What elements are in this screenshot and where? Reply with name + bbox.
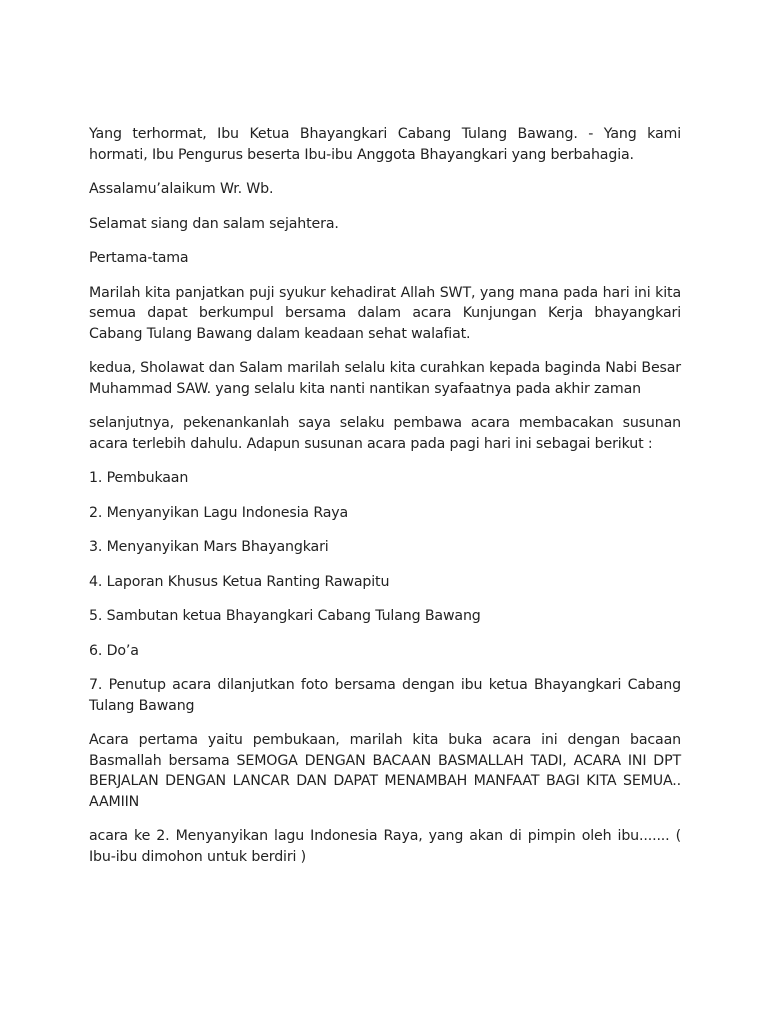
marilah-paragraph: Marilah kita panjatkan puji syukur kehadirat Allah SWT, yang mana pada hari ini kita semua dapat berkumpul bersama dalam acara Kunjungan Kerja bhayangkari Cabang Tulang Bawang dalam keadaan sehat walafiat. xyxy=(89,284,681,342)
program-item: 3. Menyanyikan Mars Bhayangkari xyxy=(89,539,329,555)
acara-ke2-paragraph: acara ke 2. Menyanyikan lagu Indonesia Raya, yang akan di pimpin oleh ibu....... ( Ibu-ibu dimohon untuk berdiri ) xyxy=(89,828,681,865)
greeting-paragraph: Yang terhormat, Ibu Ketua Bhayangkari Cabang Tulang Bawang. - Yang kami hormati, Ibu Pengurus beserta Ibu-ibu Anggota Bhayangkari yang berbahagia. xyxy=(89,126,681,163)
selanjutnya-paragraph: selanjutnya, pekenankanlah saya selaku pembawa acara membacakan susunan acara terlebih dahulu. Adapun susunan acara pada pagi hari ini sebagai berikut : xyxy=(89,415,681,452)
acara-pertama-paragraph: Acara pertama yaitu pembukaan, marilah kita buka acara ini dengan bacaan Basmallah bersama SEMOGA DENGAN BACAAN BASMALLAH TADI, ACARA INI DPT BERJALAN DENGAN LANCAR DAN DAPAT MENAMBAH MANFAAT BAGI KITA SEMUA.. AAMIIN xyxy=(89,732,681,810)
program-item: 5. Sambutan ketua Bhayangkari Cabang Tulang Bawang xyxy=(89,608,481,624)
program-item: 6. Do’a xyxy=(89,642,139,659)
program-item: 1. Pembukaan xyxy=(89,470,189,486)
program-item: 2. Menyanyikan Lagu Indonesia Raya xyxy=(89,504,349,521)
program-item: 4. Laporan Khusus Ketua Ranting Rawapitu xyxy=(89,573,390,590)
program-list xyxy=(89,468,681,716)
pertama-line: Pertama-tama xyxy=(89,250,189,266)
salam-line: Assalamu’alaikum Wr. Wb. xyxy=(89,181,274,197)
selamat-line: Selamat siang dan salam sejahtera. xyxy=(89,215,339,232)
kedua-paragraph: kedua, Sholawat dan Salam marilah selalu kita curahkan kepada baginda Nabi Besar Muhammad SAW. yang selalu kita nanti nantikan syafaatnya pada akhir zaman xyxy=(89,360,681,397)
program-item: 7. Penutup acara dilanjutkan foto bersama dengan ibu ketua Bhayangkari Cabang Tulang Bawang xyxy=(89,677,681,714)
